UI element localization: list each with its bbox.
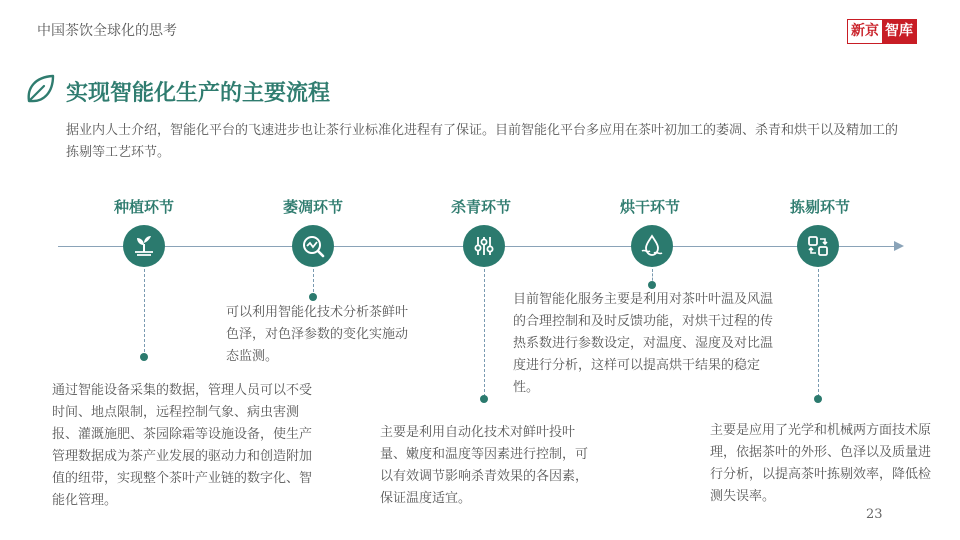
leaf-icon	[24, 72, 58, 106]
sliders-icon	[471, 233, 497, 259]
slide-title: 实现智能化生产的主要流程	[66, 81, 331, 106]
step-node-drying	[631, 225, 673, 267]
step-desc-drying: 目前智能化服务主要是利用对茶叶叶温及风温的合理控制和及时反馈功能，对烘干过程的传热系数进行参数设定，对温度、湿度及对比温度进行分析，这样可以提高烘干结果的稳定性。	[513, 292, 774, 395]
brand-logo	[847, 19, 917, 44]
step-node-withering	[292, 225, 334, 267]
report-title: 中国茶饮全球化的思考	[37, 23, 177, 39]
step-desc-planting: 通过智能设备采集的数据，管理人员可以不受时间、地点限制，远程控制气象、病虫害测报、灌溉施肥、茶园除霜等设施设备，使生产管理数据成为茶产业发展的驱动力和创造附加值的纽带，实现整个茶叶产业链的数字化、智能化管理。	[52, 383, 313, 508]
connector-dot-planting	[140, 353, 148, 361]
page-number: 23	[866, 507, 883, 522]
sprout-icon	[131, 233, 157, 259]
analytics-search-icon	[300, 233, 326, 259]
step-node-fixing	[463, 225, 505, 267]
brand-logo-part1: 新京	[848, 20, 882, 43]
step-node-planting	[123, 225, 165, 267]
water-drop-icon	[639, 233, 665, 259]
connector-dot-withering	[309, 293, 317, 301]
connector-line-sorting	[818, 269, 819, 397]
timeline-arrow-icon	[894, 241, 904, 251]
step-desc-fixing: 主要是利用自动化技术对鲜叶投叶量、嫩度和温度等因素进行控制，可以有效调节影响杀青效果的各因素，保证温度适宜。	[380, 425, 589, 506]
step-label-withering: 萎凋环节	[282, 198, 343, 216]
connector-line-fixing	[484, 269, 485, 397]
connector-dot-drying	[648, 281, 656, 289]
intro-paragraph: 据业内人士介绍，智能化平台的飞速进步也让茶行业标准化进程有了保证。目前智能化平台多应用在茶叶初加工的萎凋、杀青和烘干以及精加工的拣剔等工艺环节。	[66, 123, 899, 160]
step-desc-sorting: 主要是应用了光学和机械两方面技术原理，依据茶叶的外形、色泽以及质量进行分析，以提高茶叶拣剔效率，降低检测失误率。	[710, 423, 932, 504]
brand-logo-part2: 智库	[882, 20, 916, 43]
step-desc-withering: 可以利用智能化技术分析茶鲜叶色泽，对色泽参数的变化实施动态监测。	[226, 305, 409, 364]
connector-dot-sorting	[814, 395, 822, 403]
step-node-sorting	[797, 225, 839, 267]
workflow-icon	[805, 233, 831, 259]
step-label-fixing: 杀青环节	[450, 198, 511, 216]
step-label-planting: 种植环节	[113, 198, 174, 216]
step-label-drying: 烘干环节	[619, 198, 680, 216]
step-label-sorting: 拣剔环节	[789, 198, 850, 216]
connector-line-planting	[144, 269, 145, 357]
connector-dot-fixing	[480, 395, 488, 403]
